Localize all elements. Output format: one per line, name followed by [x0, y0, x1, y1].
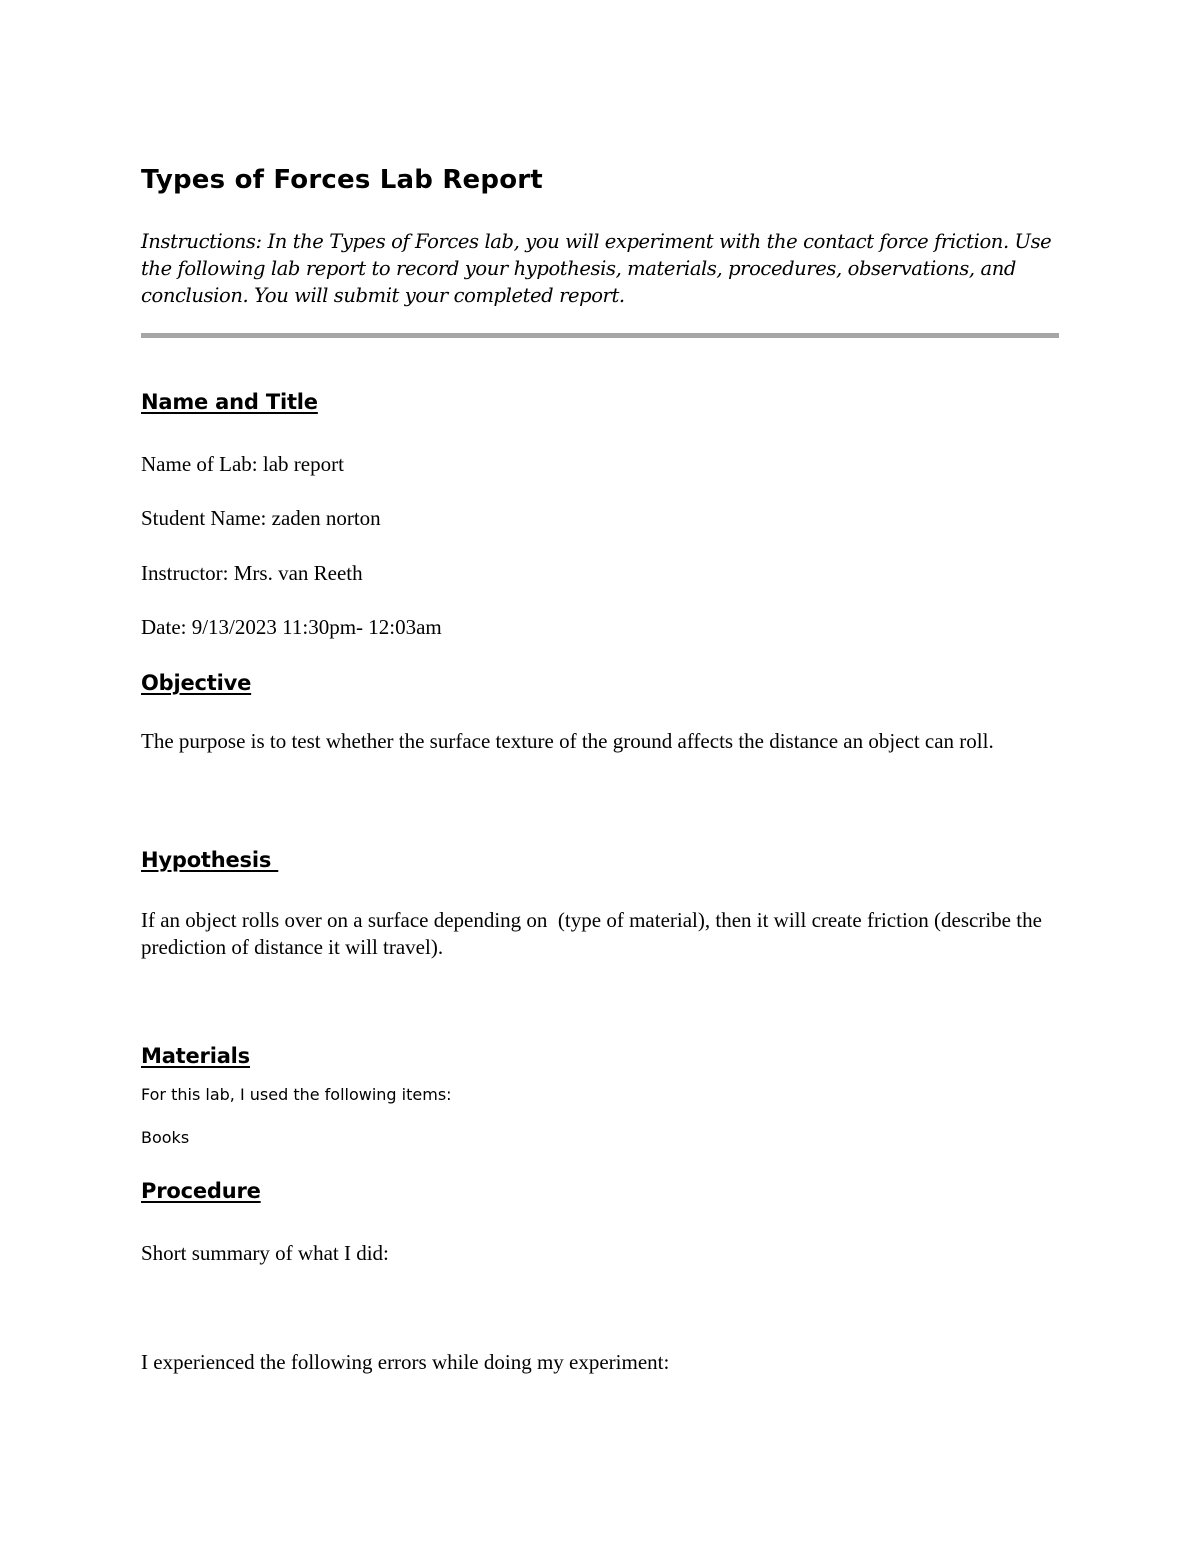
lab-name-line: Name of Lab: lab report: [141, 452, 344, 476]
section-heading-hypothesis: Hypothesis: [141, 848, 279, 872]
student-name-line: Student Name: zaden norton: [141, 506, 381, 530]
materials-item: Books: [141, 1128, 190, 1147]
objective-text: The purpose is to test whether the surface texture of the ground affects the distance an object can roll.: [141, 729, 994, 753]
document-title: Types of Forces Lab Report: [141, 165, 543, 195]
instructions-text: Instructions: In the Types of Forces lab, you will experiment with the contact force friction. Use the following lab report to record your hypothesis, materials, procedures, observations, and conclusion. You will submit your completed report.: [141, 230, 1052, 307]
procedure-errors-label: I experienced the following errors while doing my experiment:: [141, 1350, 670, 1374]
instructor-line: Instructor: Mrs. van Reeth: [141, 561, 363, 585]
section-heading-objective: Objective: [141, 671, 252, 695]
procedure-summary-label: Short summary of what I did:: [141, 1241, 389, 1265]
section-heading-procedure: Procedure: [141, 1179, 261, 1203]
hypothesis-text: If an object rolls over on a surface depending on (type of material), then it will create friction (describe the prediction of distance it will travel).: [141, 908, 1048, 959]
section-heading-name-and-title: Name and Title: [141, 390, 318, 414]
horizontal-divider: [141, 333, 1059, 338]
materials-intro: For this lab, I used the following items:: [141, 1085, 452, 1104]
section-heading-materials: Materials: [141, 1044, 250, 1068]
date-line: Date: 9/13/2023 11:30pm- 12:03am: [141, 615, 442, 639]
